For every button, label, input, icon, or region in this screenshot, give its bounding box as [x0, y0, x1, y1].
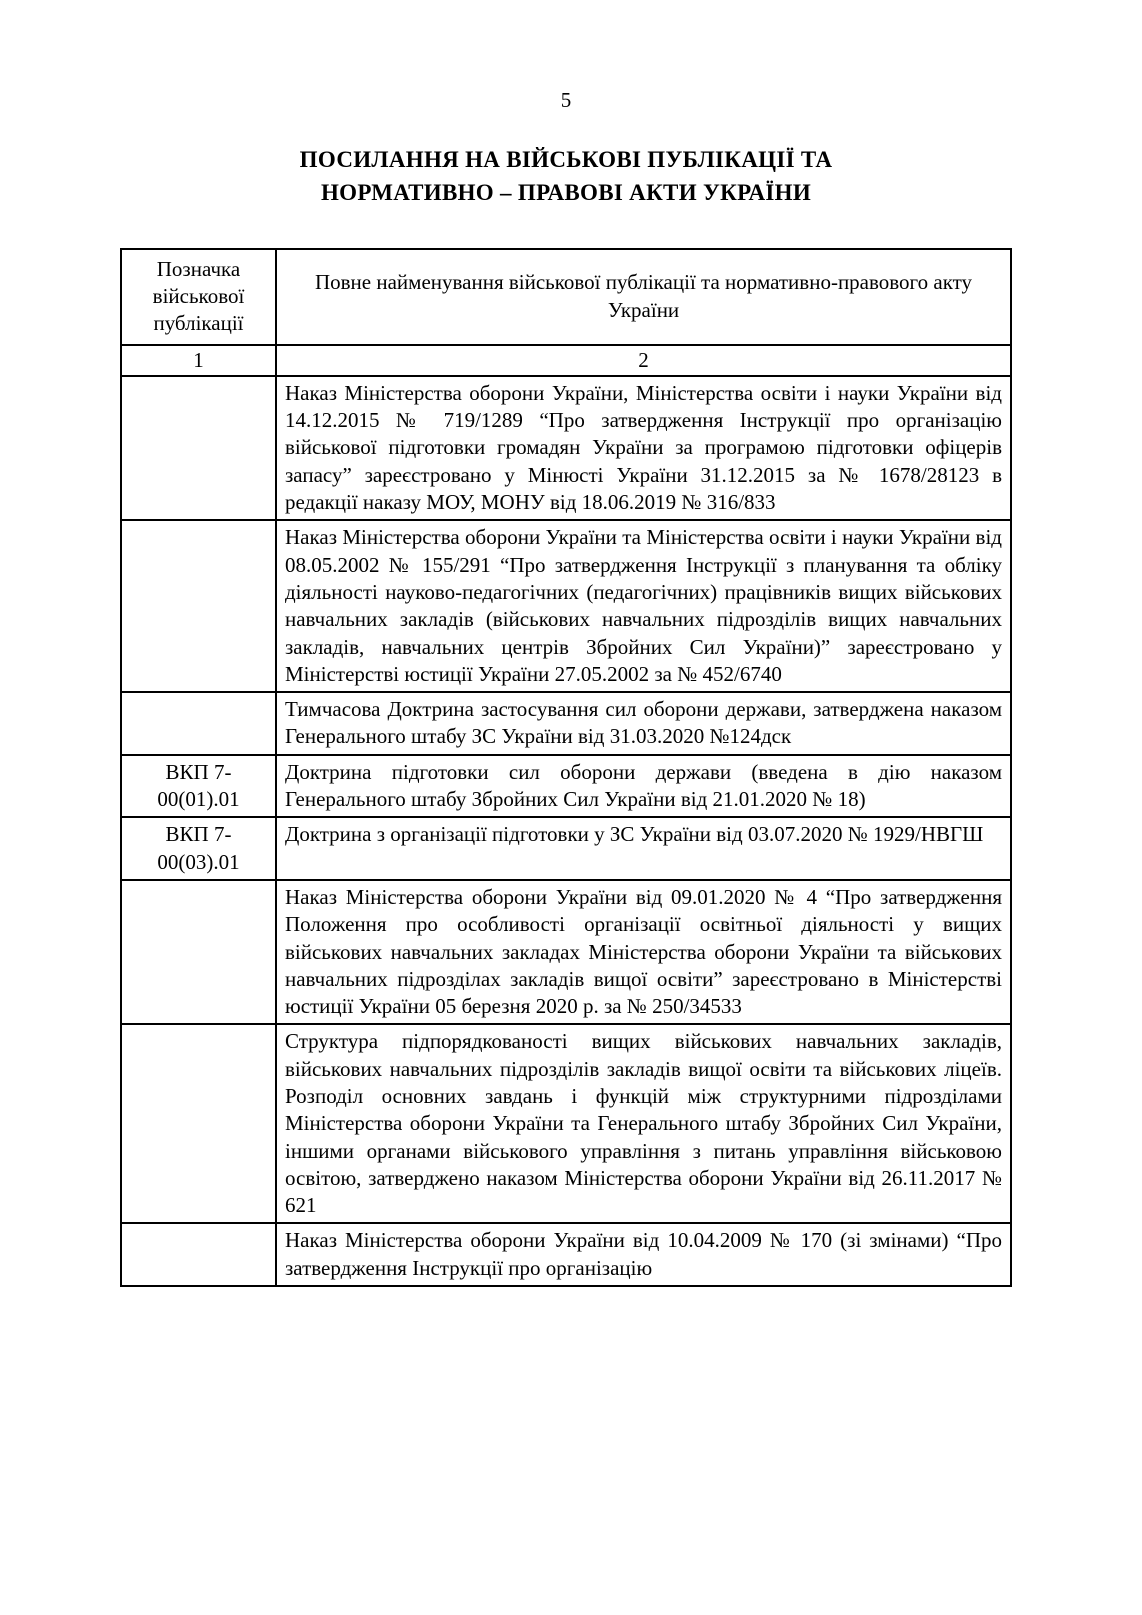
publication-text: Структура підпорядкованості вищих військових навчальних закладів, військових навчальних підрозділів закладів вищої освіти та військових ліцеїв. Розподіл основних завдань і функцій між структурними підрозділами Міністерства оборони України та Генерального штабу Збройних Сил України, іншими органами військового управління з питань управління військовою освітою, затверджено наказом Міністерства оборони України від 26.11.2017 № 621 [276, 1024, 1011, 1223]
publication-mark: ВКП 7-00(03).01 [121, 817, 276, 880]
table-row [121, 1024, 1011, 1223]
table-row [121, 520, 1011, 692]
table-row [121, 880, 1011, 1024]
publication-mark [121, 520, 276, 692]
table-row [121, 817, 1011, 880]
table-row [121, 376, 1011, 520]
header-publication-mark: Позначка військової публікації [121, 249, 276, 345]
references-table [120, 248, 1012, 1287]
page-title [120, 143, 1012, 210]
table-header-row [121, 249, 1011, 345]
header-publication-name: Повне найменування військової публікації та нормативно-правового акту України [276, 249, 1011, 345]
publication-text: Наказ Міністерства оборони України, Міністерства освіти і науки України від 14.12.2015 № 719/1289 “Про затвердження Інструкції про організацію військової підготовки громадян України за програмою підготовки офіцерів запасу” зареєстровано у Мінюсті України 31.12.2015 за № 1678/28123 в редакції наказу МОУ, МОНУ від 18.06.2019 № 316/833 [276, 376, 1011, 520]
publication-mark [121, 376, 276, 520]
table-row [121, 1223, 1011, 1286]
column-number-1: 1 [121, 345, 276, 376]
publication-mark: ВКП 7-00(01).01 [121, 755, 276, 818]
publication-text: Тимчасова Доктрина застосування сил оборони держави, затверджена наказом Генерального штабу ЗС України від 31.03.2020 №124дск [276, 692, 1011, 755]
page-number: 5 [560, 88, 572, 112]
table-row [121, 755, 1011, 818]
publication-text: Наказ Міністерства оборони України від 10.04.2009 № 170 (зі змінами) “Про затвердження Інструкції про організацію [276, 1223, 1011, 1286]
publication-text: Доктрина підготовки сил оборони держави (введена в дію наказом Генерального штабу Збройних Сил України від 21.01.2020 № 18) [276, 755, 1011, 818]
publication-text: Наказ Міністерства оборони України від 09.01.2020 № 4 “Про затвердження Положення про особливості організації освітньої діяльності у вищих військових навчальних закладах Міністерства оборони України та військових навчальних підрозділах закладів вищої освіти” зареєстровано в Міністерстві юстиції України 05 березня 2020 р. за № 250/34533 [276, 880, 1011, 1024]
page-title-line1: ПОСИЛАННЯ НА ВІЙСЬКОВІ ПУБЛІКАЦІЇ ТА [299, 147, 833, 172]
column-number-row [121, 345, 1011, 376]
publication-mark [121, 1024, 276, 1223]
publication-mark [121, 692, 276, 755]
publication-mark [121, 880, 276, 1024]
column-number-2: 2 [276, 345, 1011, 376]
table-row [121, 692, 1011, 755]
publication-mark [121, 1223, 276, 1286]
page-title-line2: НОРМАТИВНО – ПРАВОВІ АКТИ УКРАЇНИ [320, 180, 812, 206]
publication-text: Доктрина з організації підготовки у ЗС України від 03.07.2020 № 1929/НВГШ [276, 817, 1011, 880]
publication-text: Наказ Міністерства оборони України та Міністерства освіти і науки України від 08.05.2002 № 155/291 “Про затвердження Інструкції з планування та обліку діяльності науково-педагогічних (педагогічних) працівників вищих військових навчальних закладів (військових навчальних підрозділів вищих навчальних закладів, навчальних центрів Збройних Сил України)” зареєстровано у Міністерстві юстиції України 27.05.2002 за № 452/6740 [276, 520, 1011, 692]
